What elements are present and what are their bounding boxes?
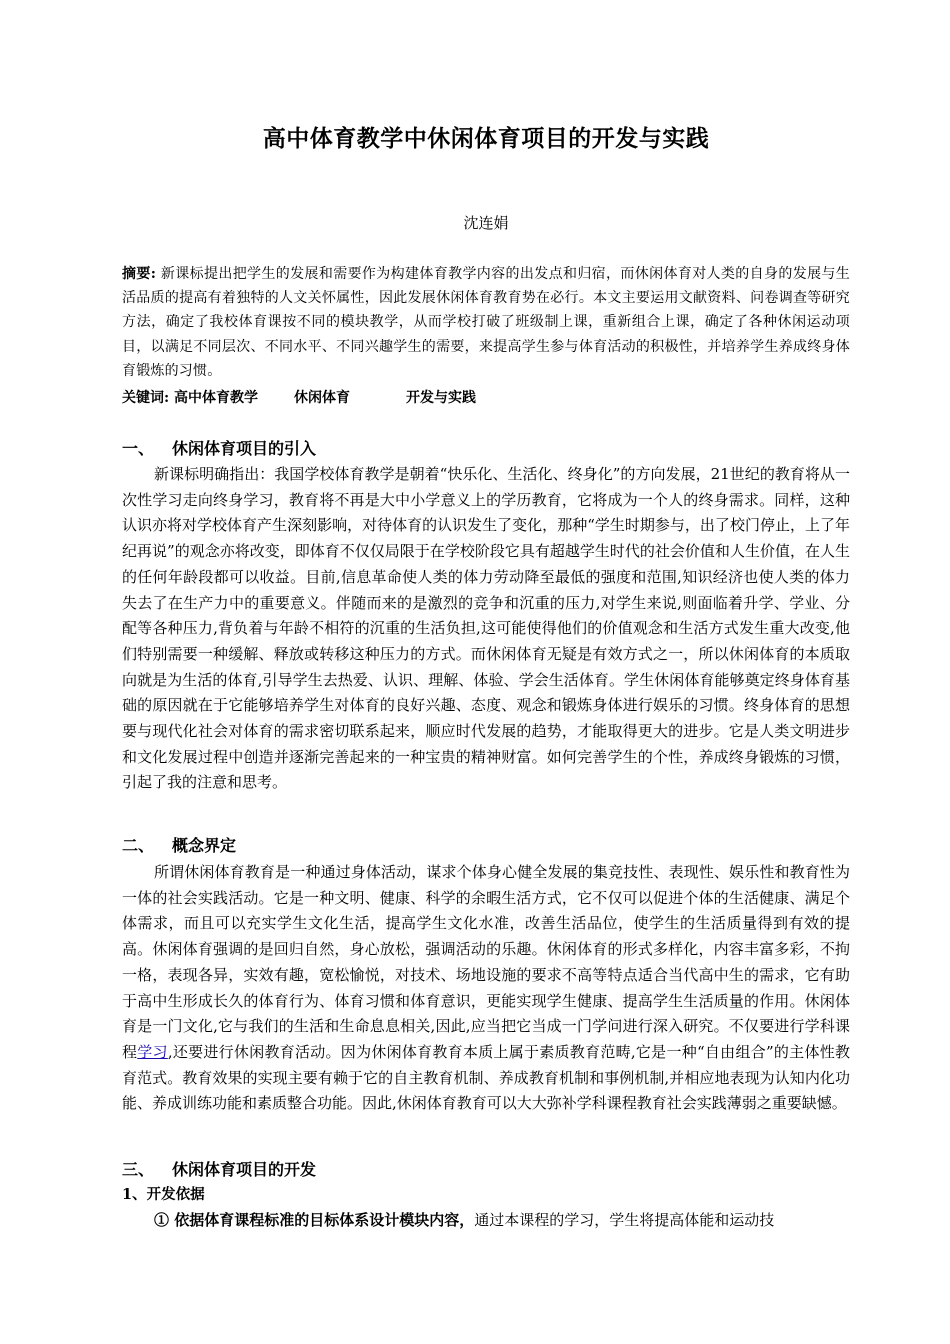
keywords-label: 关键词:	[122, 390, 170, 406]
basis-item-1	[122, 1208, 850, 1232]
keywords	[122, 386, 476, 410]
author-name: 沈连娟	[463, 214, 509, 232]
abstract-text: 新课标提出把学生的发展和需要作为构建体育教学内容的出发点和归宿，而休闲体育对人类的自身的发展与生活品质的提高有着独特的人文关怀属性，因此发展休闲体育教育势在必行。本文主要运用文献资料、问卷调查等研究方法，确定了我校体育课按不同的模块教学，从而学校打破了班级制上课，重新组合上课，确定了各种休闲运动项目，以满足不同层次、不同水平、不同兴趣学生的需要，来提高学生参与体育活动的积极性，并培养学生养成终身体育锻炼的习惯。	[122, 266, 850, 379]
document-title: 高中体育教学中休闲体育项目的开发与实践	[262, 125, 710, 152]
study-link[interactable]: 学习	[137, 1042, 168, 1061]
keyword-3: 开发与实践	[406, 390, 477, 406]
section-3-number: 三、	[122, 1160, 155, 1179]
section-2-number: 二、	[122, 836, 155, 855]
section-2-text-part1: 所谓休闲体育教育是一种通过身体活动，谋求个体身心健全发展的集竞技性、表现性、娱乐性和教育性为一体的社会实践活动。它是一种文明、健康、科学的余暇生活方式，它不仅可以促进个体的生活健康、满足个体需求，而且可以充实学生文化生活，提高学生文化水准，改善生活品位，使学生的生活质量得到有效的提高。休闲体育强调的是回归自然，身心放松，强调活动的乐趣。休闲体育的形式多样化，内容丰富多彩，不拘一格，表现各异，实效有趣，宽松愉悦，对技术、场地设施的要求不高等特点适合当代高中生的需求，它有助于高中生形成长久的体育行为、体育习惯和体育意识，更能实现学生健康、提高学生生活质量的作用。休闲体育是一门文化,它与我们的生活和生命息息相关,因此,应当把它当成一门学问进行深入研究。不仅要进行学科课程	[122, 863, 850, 1061]
keyword-2: 休闲体育	[294, 390, 351, 406]
abstract	[122, 262, 850, 383]
keyword-1: 高中体育教学	[174, 390, 259, 406]
section-2-heading	[122, 834, 236, 858]
section-3-title: 休闲体育项目的开发	[172, 1160, 317, 1179]
section-2-title: 概念界定	[172, 836, 237, 855]
section-1-title: 休闲体育项目的引入	[172, 439, 317, 458]
section-1-heading	[122, 437, 316, 461]
section-2-text-part2: ,还要进行休闲教育活动。因为休闲体育教育本质上属于素质教育范畴,它是一种“自由组合”的主体性教育范式。教育效果的实现主要有赖于它的自主教育机制、养成教育机制和事例机制,并相应地表现为认知内化功能、养成训练功能和素质整合功能。因此,休闲体育教育可以大大弥补学科课程教育社会实践薄弱之重要缺憾。	[122, 1042, 850, 1113]
abstract-label: 摘要:	[122, 266, 157, 282]
section-1-paragraph: 新课标明确指出：我国学校体育教学是朝着“快乐化、生活化、终身化”的方向发展，21世纪的教育将从一次性学习走向终身学习，教育将不再是大中小学意义上的学历教育，它将成为一个人的终身需求。同样，这种认识亦将对学校体育产生深刻影响，对待体育的认识发生了变化，那种“学生时期参与，出了校门停止，上了年纪再说”的观念亦将改变，即体育不仅仅局限于在学校阶段它具有超越学生时代的社会价值和人生价值，在人生的任何年龄段都可以收益。目前,信息革命使人类的体力劳动降至最低的强度和范围,知识经济也使人类的体力失去了在生产力中的重要意义。伴随而来的是激烈的竞争和沉重的压力,对学生来说,则面临着升学、学业、分配等各种压力,背负着与年龄不相符的沉重的生活负担,这可能使得他们的价值观念和生活方式发生重大改变,他们特别需要一种缓解、释放或转移这种压力的方式。而休闲体育无疑是有效方式之一，所以休闲体育的本质取向就是为生活的体育,引导学生去热爱、认识、理解、体验、学会生活体育。学生休闲体育能够奠定终身体育基础的原因就在于它能够培养学生对体育的良好兴趣、态度、观念和锻炼身体进行娱乐的习惯。终身体育的思想要与现代化社会对体育的需求密切联系起来，顺应时代发展的趋势，才能取得更大的进步。它是人类文明进步和文化发展过程中创造并逐渐完善起来的一种宝贵的精神财富。如何完善学生的个性，养成终身锻炼的习惯，引起了我的注意和思考。	[122, 465, 850, 792]
section-1-number: 一、	[122, 439, 155, 458]
basis-item-1-text: 通过本课程的学习，学生将提高体能和运动技	[474, 1211, 775, 1229]
section-3-heading	[122, 1158, 316, 1182]
basis-item-1-bold: ① 依据体育课程标准的目标体系设计模块内容，	[154, 1211, 475, 1229]
section-2-paragraph	[122, 860, 850, 1117]
subsection-heading: 1、开发依据	[122, 1186, 205, 1203]
